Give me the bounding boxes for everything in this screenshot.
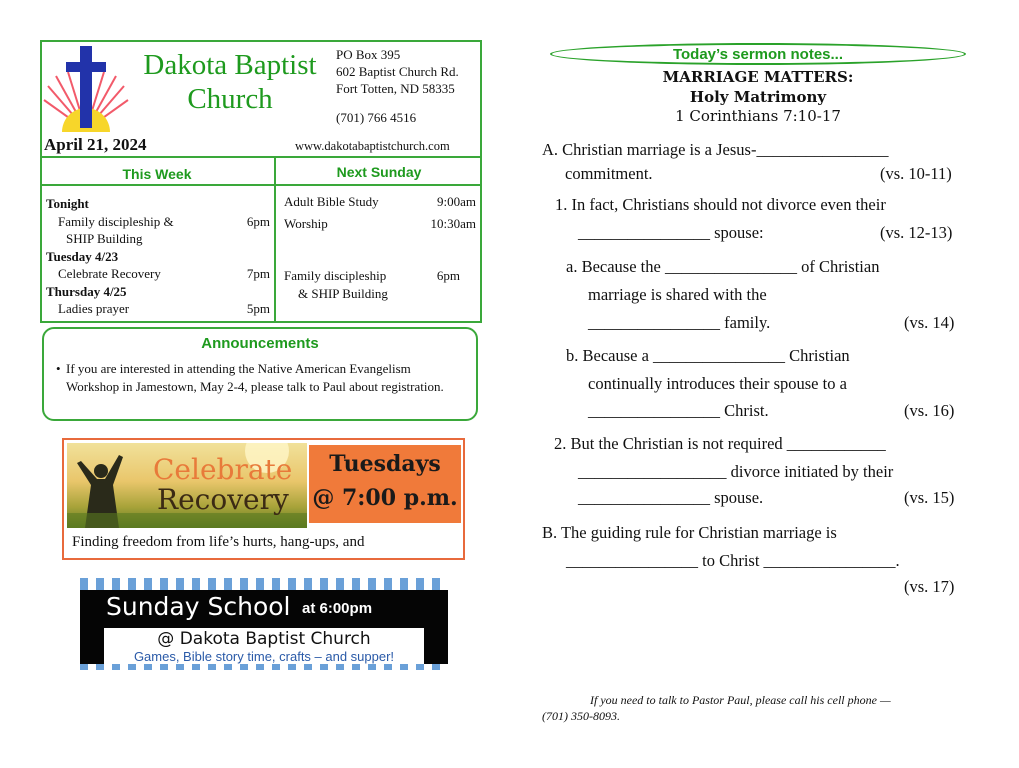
address-line: PO Box 395 [336, 47, 401, 62]
schedule-item [46, 300, 270, 318]
cr-time: @ 7:00 p.m. [312, 485, 458, 511]
sunday-school-details: Games, Bible story time, crafts – and supper! [133, 649, 395, 664]
verse-ref: (vs. 10-11) [880, 164, 952, 183]
schedule-time: 7pm [246, 266, 270, 281]
bulletin-date: April 21, 2024 [44, 135, 147, 154]
verse-ref: (vs. 12-13) [880, 223, 953, 242]
this-week-heading: This Week [122, 166, 192, 182]
schedule-item [46, 265, 270, 283]
announcement-text: If you are interested in attending the Native American Evangelism Workshop in Jamestown, May 2-4, please talk to Paul about registration. [66, 361, 444, 394]
cr-tagline: Finding freedom from life’s hurts, hang-ups, and [72, 534, 365, 550]
note-line: A. Christian marriage is a Jesus-________________ [542, 140, 889, 159]
schedule-divider [274, 158, 276, 323]
schedule-event: Family discipleship [284, 268, 387, 283]
schedule-item [284, 193, 476, 215]
schedule-time: 9:00am [437, 194, 476, 209]
schedule-header-line [40, 184, 482, 186]
note-line: ________________ spouse. [578, 488, 764, 507]
cr-day: Tuesdays [329, 451, 441, 477]
note-line: continually introduces their spouse to a [588, 374, 847, 393]
schedule-event: & SHIP Building [298, 285, 388, 301]
church-name-line1: Dakota Baptist [143, 49, 317, 81]
note-line: marriage is shared with the [588, 285, 767, 304]
sermon-subtitle: Holy Matrimony [689, 88, 827, 106]
note-line: b. Because a ________________ Christian [566, 346, 850, 365]
note-line: ________________ spouse: [578, 223, 764, 242]
next-sunday-heading: Next Sunday [336, 164, 422, 180]
schedule-event: Family discipleship & [58, 213, 174, 229]
church-name-line2: Church [187, 83, 273, 115]
note-line: commitment. [565, 164, 653, 183]
schedule-event: Worship [284, 216, 328, 231]
schedule-day: Tuesday 4/23 [46, 248, 119, 264]
schedule-time: 5pm [246, 301, 270, 316]
schedule-item [46, 213, 270, 231]
note-line: a. Because the ________________ of Christian [566, 257, 880, 276]
note-line: __________________ divorce initiated by their [578, 462, 894, 481]
note-line: 2. But the Christian is not required ____________ [554, 434, 886, 453]
schedule-time: 6pm [246, 213, 270, 229]
bullet-icon: • [56, 361, 61, 376]
note-line: ________________ to Christ ________________. [566, 551, 900, 570]
schedule-event: Ladies prayer [58, 301, 130, 316]
pastor-phone: (701) 350-8093. [542, 709, 620, 723]
verse-ref: (vs. 17) [904, 577, 955, 596]
verse-ref: (vs. 16) [904, 401, 955, 420]
sermon-reference: 1 Corinthians 7:10-17 [675, 107, 841, 125]
schedule-item [284, 267, 476, 285]
sunday-school-info-panel [104, 628, 424, 668]
announcements-heading: Announcements [201, 335, 319, 352]
cross-sunrise-logo [42, 42, 130, 134]
sunday-school-location: @ Dakota Baptist Church [157, 629, 371, 649]
note-line: 1. In fact, Christians should not divorce even their [555, 195, 886, 214]
address-line: Fort Totten, ND 58335 [336, 81, 455, 96]
celebrate-logo-text: Celebrate [153, 453, 293, 486]
schedule-day: Tonight [46, 196, 89, 211]
recovery-logo-text: Recovery [157, 483, 289, 516]
schedule-time: 6pm [436, 268, 460, 283]
address-line: 602 Baptist Church Rd. [336, 64, 459, 79]
schedule-event: Celebrate Recovery [58, 266, 161, 281]
schedule-day: Thursday 4/25 [46, 283, 127, 299]
sermon-title: MARRIAGE MATTERS: [662, 68, 854, 86]
checker-border-top [80, 578, 448, 590]
schedule-event: Adult Bible Study [284, 194, 379, 209]
church-address [336, 46, 459, 97]
announcement-item [58, 360, 464, 395]
sunday-school-ad [80, 578, 448, 670]
celebrate-recovery-time-panel [309, 445, 461, 523]
celebrate-recovery-image [67, 443, 307, 528]
this-week-list [46, 195, 270, 318]
next-sunday-list [284, 193, 476, 302]
schedule-event: SHIP Building [66, 231, 143, 246]
church-name [130, 48, 330, 116]
pastor-contact-text: If you need to talk to Pastor Paul, please call his cell phone — [590, 693, 891, 707]
note-line: ________________ family. [588, 313, 771, 332]
note-line: ________________ Christ. [588, 401, 769, 420]
schedule-time: 10:30am [430, 216, 476, 231]
sunday-school-title: Sunday School [106, 592, 291, 621]
schedule-item [284, 215, 476, 267]
sermon-banner: Today’s sermon notes... [672, 46, 844, 63]
church-website: www.dakotabaptistchurch.com [295, 139, 450, 153]
verse-ref: (vs. 14) [904, 313, 955, 332]
church-phone: (701) 766 4516 [336, 110, 417, 125]
sunday-school-time: at 6:00pm [302, 600, 373, 617]
verse-ref: (vs. 15) [904, 488, 955, 507]
checker-border-bottom [80, 664, 448, 670]
note-line: B. The guiding rule for Christian marriage is [542, 523, 837, 542]
